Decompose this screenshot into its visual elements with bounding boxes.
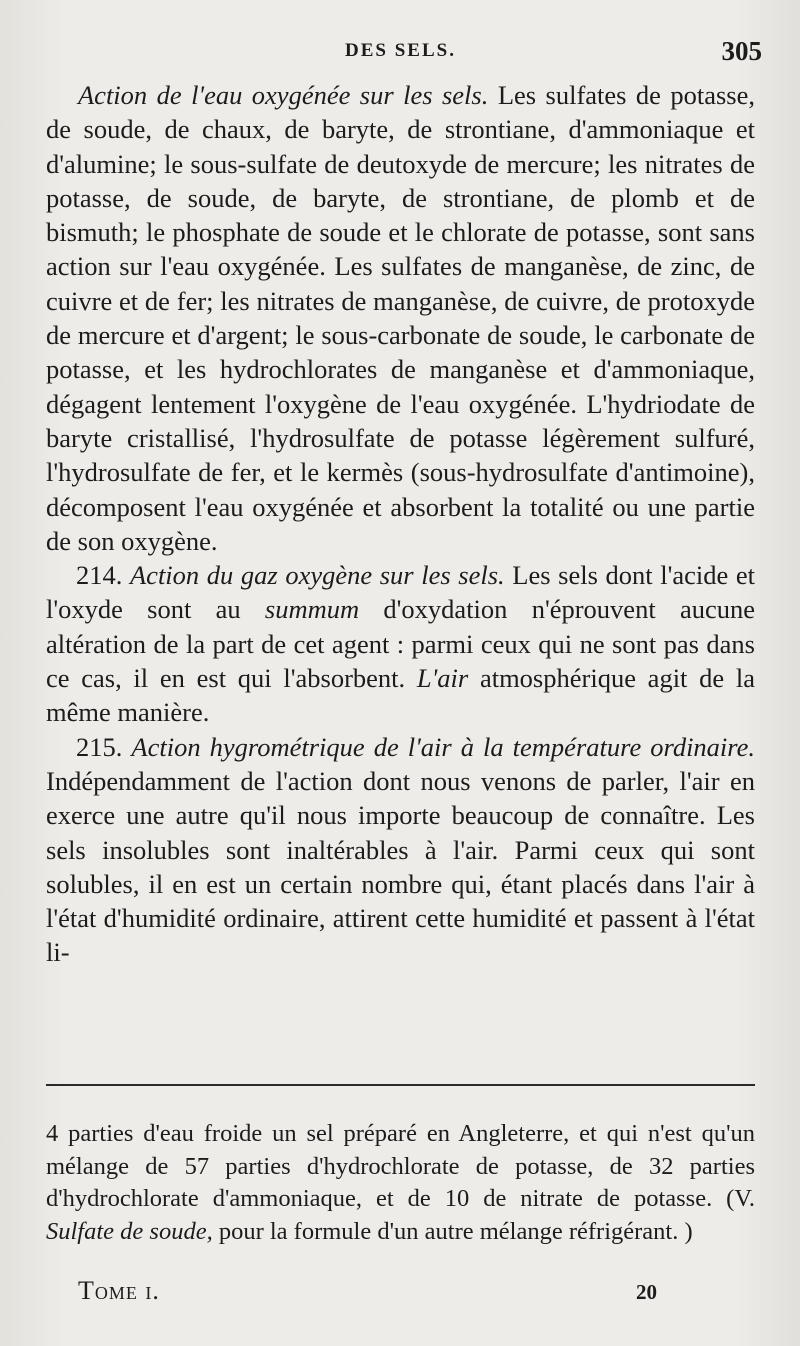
- volume-signature: Tome i.: [78, 1276, 160, 1305]
- page-header: [0, 36, 800, 76]
- footnote: [46, 1118, 755, 1248]
- summum-term: summum: [264, 594, 360, 625]
- section-title-hygrometrique: Action hygrométrique de l'air à la température ordinaire.: [131, 731, 756, 762]
- footnote-paragraph: [46, 1118, 755, 1248]
- footnote-rule: [46, 1084, 755, 1086]
- air-term: L'air: [416, 663, 469, 694]
- paragraph-text: d'oxydation n'éprouvent aucune altération de la part de cet agent : parmi ceux qui ne sont pas dans ce cas, il en est qui l'absorbent.: [46, 594, 755, 694]
- sheet-number: 20: [636, 1280, 657, 1304]
- paragraph-text: Indépendamment de l'action dont nous venons de parler, l'air en exerce une autre qu'il nous importe beaucoup de connaître. Les sels insolubles sont inaltérables à l'air. Parmi ceux qui sont solubles, il en est un certain nombre qui, étant placés dans l'air à l'état d'humidité ordinaire, attirent cette humidité et passent à l'état li-: [46, 765, 755, 968]
- section-title-gaz-oxygene: Action du gaz oxygène sur les sels.: [130, 560, 505, 591]
- paragraph-215: [46, 730, 755, 970]
- body-text: [46, 78, 755, 970]
- paragraph-text: atmosphérique agit de la même manière.: [46, 663, 755, 728]
- page-number: 305: [721, 36, 762, 66]
- paragraph-214: [46, 558, 755, 729]
- section-title-eau-oxygenee: Action de l'eau oxygénée sur les sels.: [78, 80, 489, 110]
- section-number-214: 214.: [76, 560, 123, 591]
- footnote-text: pour la formule d'un autre mélange réfrigérant. ): [212, 1217, 693, 1245]
- paragraph-eau-oxygenee: [46, 78, 755, 558]
- page-footer: [0, 1276, 800, 1316]
- running-head: DES SELS.: [345, 40, 456, 61]
- paragraph-text: Les sulfates de potasse, de soude, de chaux, de baryte, de strontiane, d'ammoniaque et d'alumine; le sous-sulfate de deutoxyde de mercure; les nitrates de potasse, de soude, de baryte, de strontiane, de plomb et de bismuth; le phosphate de soude et le chlorate de potasse, sont sans action sur l'eau oxygénée. Les sulfates de manganèse, de zinc, de cuivre et de fer; les nitrates de manganèse, de cuivre, de protoxyde de mercure et d'argent; le sous-carbonate de soude, le carbonate de potasse, et les hydrochlorates de manganèse et d'ammoniaque, dégagent lentement l'oxygène de l'eau oxygénée. L'hydriodate de baryte cristallisé, l'hydrosulfate de potasse légèrement sulfuré, l'hydrosulfate de fer, et le kermès (sous-hydrosulfate d'antimoine), décomposent l'eau oxygénée et absorbent la totalité ou une partie de son oxygène.: [46, 80, 755, 556]
- footnote-reference: Sulfate de soude,: [46, 1217, 213, 1245]
- section-number-215: 215.: [76, 731, 123, 762]
- footnote-text: 4 parties d'eau froide un sel préparé en Angleterre, et qui n'est qu'un mélange de 57 parties d'hydrochlorate de potasse, de 32 parties d'hydrochlorate d'ammoniaque, et de 10 de nitrate de potasse. (V.: [46, 1120, 755, 1212]
- paragraph-text: Les sels dont l'acide et l'oxyde sont au: [46, 560, 756, 625]
